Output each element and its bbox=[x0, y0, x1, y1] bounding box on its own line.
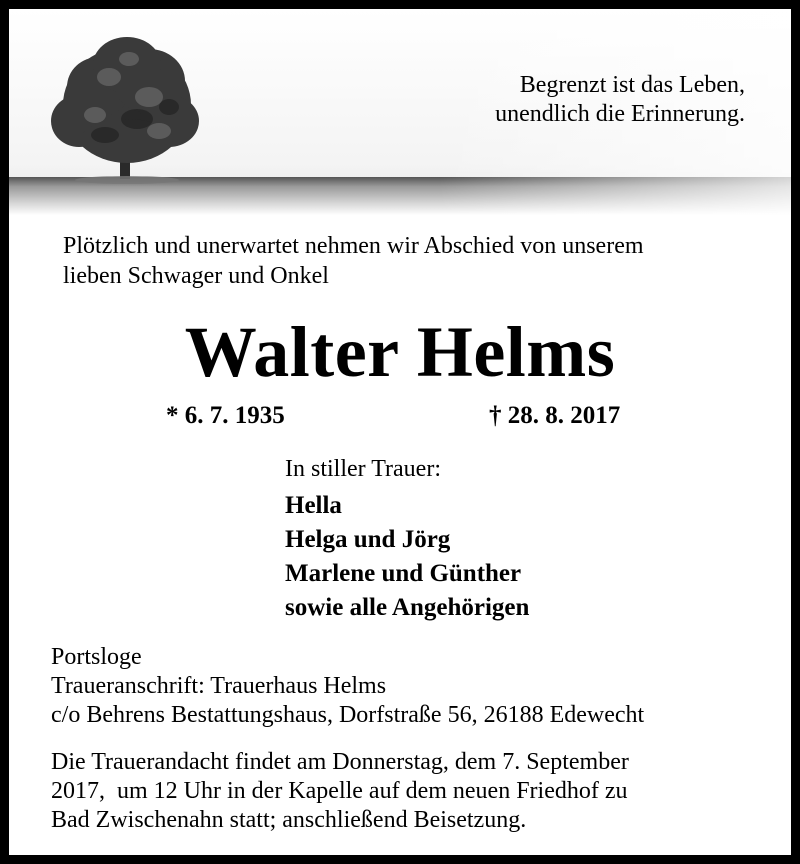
mourning-label: In stiller Trauer: bbox=[285, 456, 441, 482]
mourner-name: Helga und Jörg bbox=[285, 526, 451, 553]
mourner-name: Hella bbox=[285, 492, 342, 519]
quote-line-2: unendlich die Erinnerung. bbox=[495, 101, 745, 127]
mourning-address bbox=[51, 643, 644, 730]
announcement-line-2: lieben Schwager und Onkel bbox=[63, 263, 329, 289]
service-details bbox=[51, 748, 771, 835]
service-line-3: Bad Zwischenahn statt; anschließend Beisetzung. bbox=[51, 807, 527, 833]
mourners-list bbox=[285, 489, 529, 625]
deceased-name: Walter Helms bbox=[184, 312, 616, 392]
service-line-1: Die Trauerandacht findet am Donnerstag, dem 7. September bbox=[51, 749, 629, 775]
memorial-quote bbox=[495, 71, 745, 129]
quote-line-1: Begrenzt ist das Leben, bbox=[519, 72, 745, 98]
announcement-line-1: Plötzlich und unerwartet nehmen wir Abschied von unserem bbox=[63, 233, 644, 259]
address-contact: Traueranschrift: Trauerhaus Helms bbox=[51, 673, 387, 699]
birth-date: * 6. 7. 1935 bbox=[166, 402, 285, 429]
address-street: c/o Behrens Bestattungshaus, Dorfstraße 56, 26188 Edewecht bbox=[51, 702, 645, 728]
address-place: Portsloge bbox=[51, 644, 142, 670]
mourner-name: sowie alle Angehörigen bbox=[285, 594, 530, 621]
announcement-text bbox=[63, 231, 763, 291]
mourner-name: Marlene und Günther bbox=[285, 560, 522, 587]
death-date: † 28. 8. 2017 bbox=[489, 402, 621, 429]
service-line-2: 2017, um 12 Uhr in der Kapelle auf dem neuen Friedhof zu bbox=[51, 778, 628, 804]
